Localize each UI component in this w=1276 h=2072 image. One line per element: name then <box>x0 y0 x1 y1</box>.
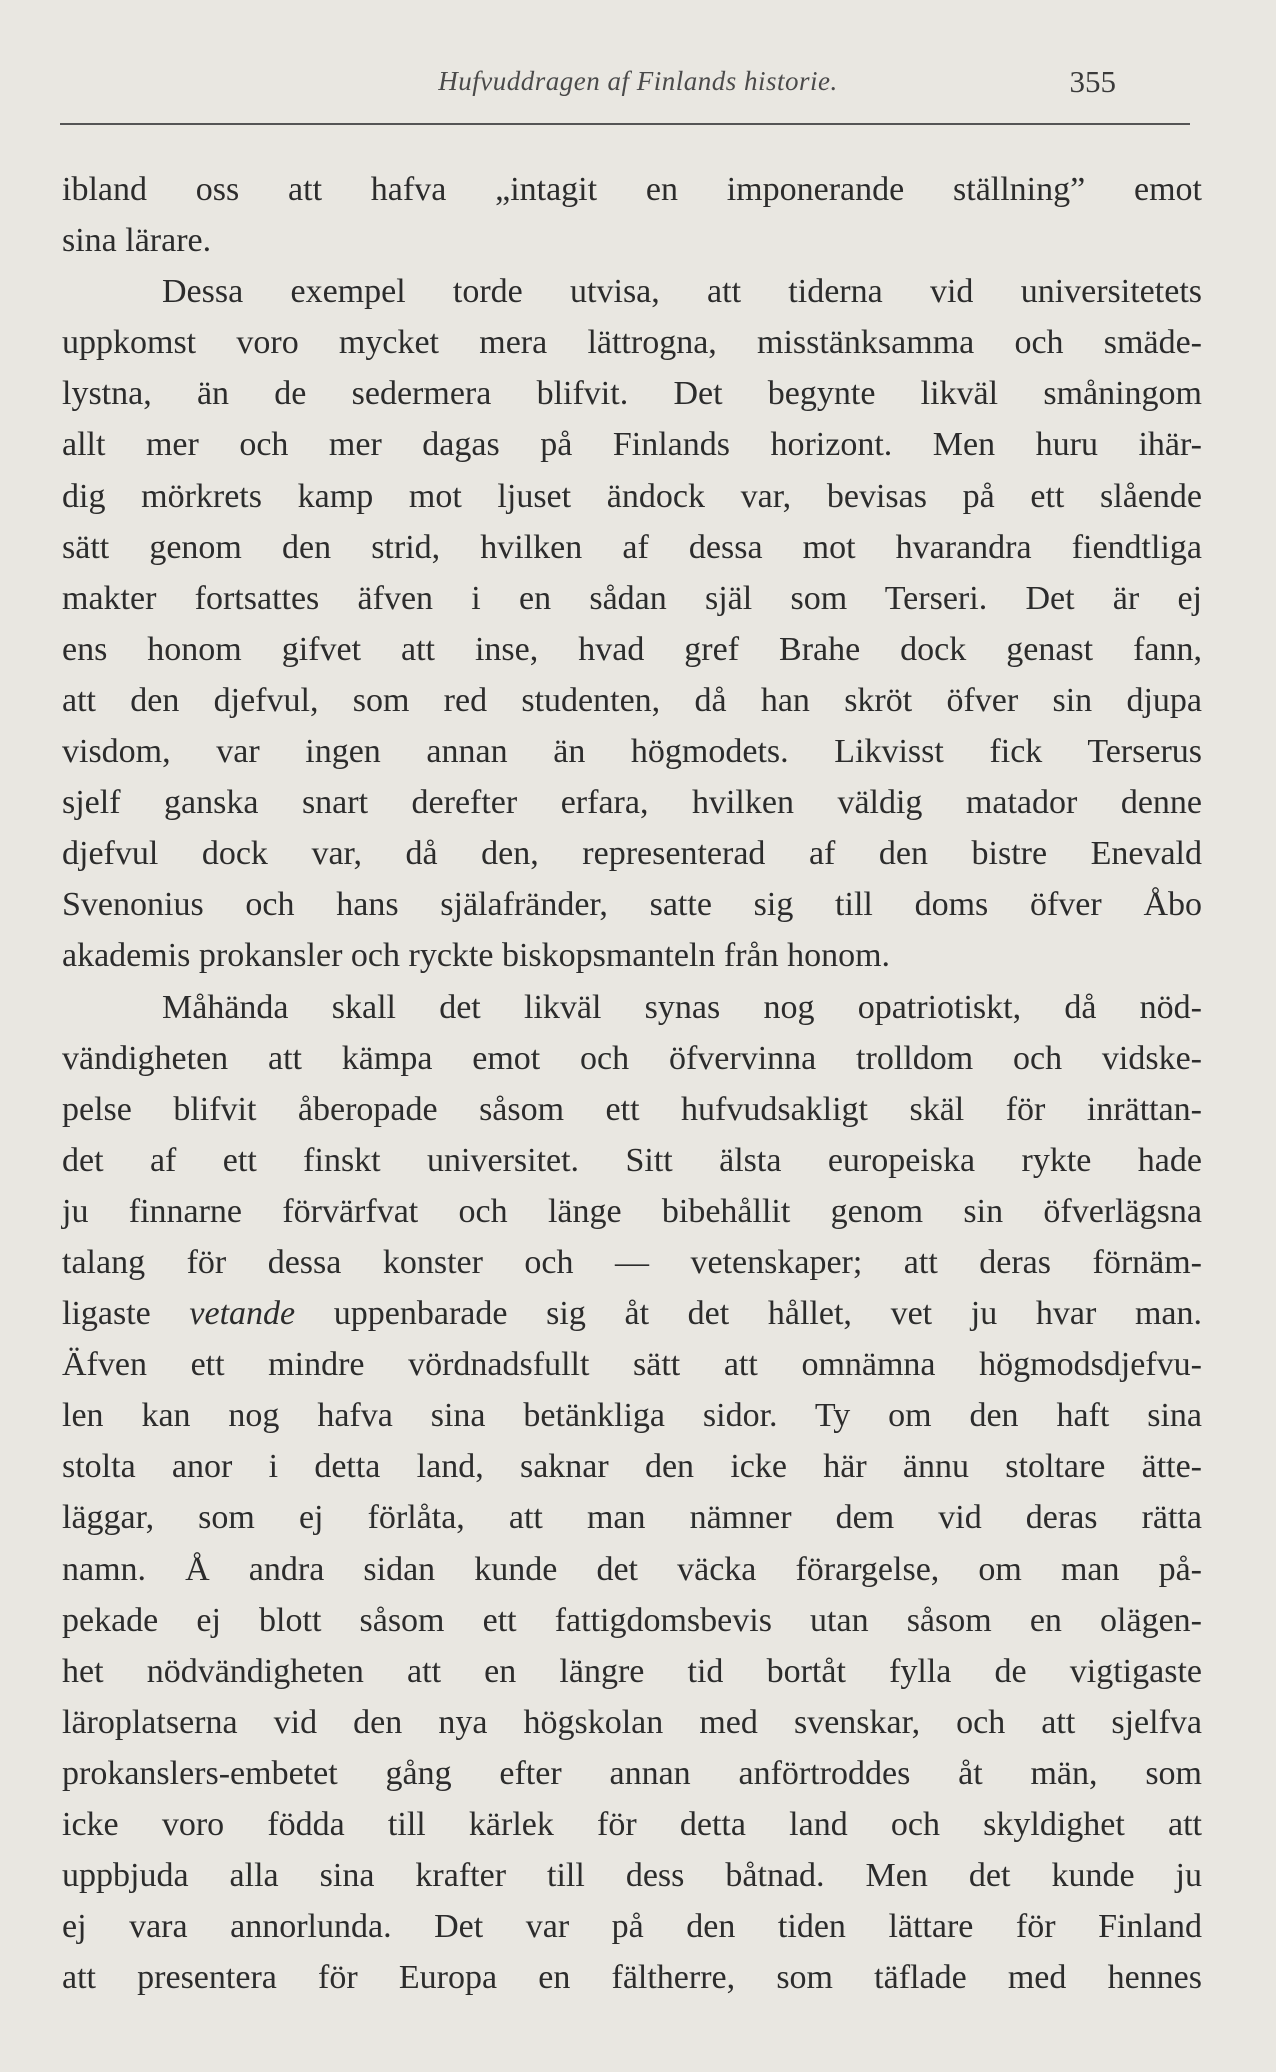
text-line: att den djefvul, som red studenten, då han skröt öfver sin djupa <box>62 681 1202 719</box>
text-line: het nödvändigheten att en längre tid bortåt fylla de vigtigaste <box>62 1652 1202 1690</box>
header-rule <box>60 123 1190 125</box>
text-line: visdom, var ingen annan än högmodets. Likvisst fick Terserus <box>62 733 1202 771</box>
text-line: ju finnarne förvärfvat och länge bibehållit genom sin öfverlägsna <box>62 1192 1202 1230</box>
text-line: läggar, som ej förlåta, att man nämner dem vid deras rätta <box>62 1499 1202 1537</box>
text-line: ligaste vetande uppenbarade sig åt det hållet, vet ju hvar man. <box>62 1295 1202 1333</box>
text-line: dig mörkrets kamp mot ljuset ändock var, bevisas på ett slående <box>62 477 1202 515</box>
text-line: sjelf ganska snart derefter erfara, hvilken väldig matador denne <box>62 784 1202 822</box>
text-line: pekade ej blott såsom ett fattigdomsbevis utan såsom en olägen- <box>62 1601 1202 1639</box>
text-line: att presentera för Europa en fältherre, som täflade med hennes <box>62 1959 1202 1997</box>
text-line: talang för dessa konster och — vetenskaper; att deras förnäm- <box>62 1243 1202 1281</box>
text-line: len kan nog hafva sina betänkliga sidor. Ty om den haft sina <box>62 1397 1202 1435</box>
text-line: ibland oss att hafva „intagit en imponerande ställning” emot <box>62 171 1202 208</box>
text-line: djefvul dock var, då den, representerad af den bistre Enevald <box>62 835 1202 873</box>
text-line: vändigheten att kämpa emot och öfvervinna trolldom och vidske- <box>62 1039 1202 1077</box>
text-line: ens honom gifvet att inse, hvad gref Brahe dock genast fann, <box>62 630 1202 668</box>
text-line: icke voro födda till kärlek för detta land och skyldighet att <box>62 1806 1202 1843</box>
text-line: Äfven ett mindre vördnadsfullt sätt att omnämna högmodsdjefvu- <box>62 1346 1202 1384</box>
text-line: allt mer och mer dagas på Finlands horizont. Men huru ihär- <box>62 426 1202 464</box>
text-line: Dessa exempel torde utvisa, att tiderna vid universitetets <box>162 273 1202 311</box>
text-line: Svenonius och hans själafränder, satte sig till doms öfver Åbo <box>62 886 1202 924</box>
text-line: det af ett finskt universitet. Sitt älsta europeiska rykte hade <box>62 1141 1202 1179</box>
running-title: Hufvuddragen af Finlands historie. <box>438 66 838 96</box>
text-line: akademis prokansler och ryckte biskopsmanteln från honom. <box>62 937 891 975</box>
page-number: 355 <box>1069 64 1116 99</box>
text-line: makter fortsattes äfven i en sådan själ som Terseri. Det är ej <box>62 579 1202 617</box>
text-line: namn. Å andra sidan kunde det väcka förargelse, om man på- <box>62 1550 1202 1588</box>
text-line: uppbjuda alla sina krafter till dess båtnad. Men det kunde ju <box>62 1857 1202 1895</box>
body-text <box>62 164 1202 2003</box>
text-line: ej vara annorlunda. Det var på den tiden lättare för Finland <box>62 1908 1202 1946</box>
text-line: sätt genom den strid, hvilken af dessa mot hvarandra fiendtliga <box>62 528 1202 566</box>
text-line: stolta anor i detta land, saknar den icke här ännu stoltare ätte- <box>62 1448 1202 1486</box>
text-line: uppkomst voro mycket mera lättrogna, misstänksamma och smäde- <box>62 324 1202 362</box>
text-line: prokanslers-embetet gång efter annan anförtroddes åt män, som <box>62 1754 1202 1792</box>
page-header <box>60 62 1216 102</box>
text-line: Måhända skall det likväl synas nog opatriotiskt, då nöd- <box>162 988 1202 1026</box>
text-line: lystna, än de sedermera blifvit. Det begynte likväl småningom <box>62 375 1202 413</box>
text-line: läroplatserna vid den nya högskolan med svenskar, och att sjelfva <box>62 1703 1202 1741</box>
text-line: pelse blifvit åberopade såsom ett hufvudsakligt skäl för inrättan- <box>62 1090 1202 1128</box>
emphasis: vetande <box>189 1295 296 1333</box>
text-line: sina lärare. <box>62 222 212 260</box>
